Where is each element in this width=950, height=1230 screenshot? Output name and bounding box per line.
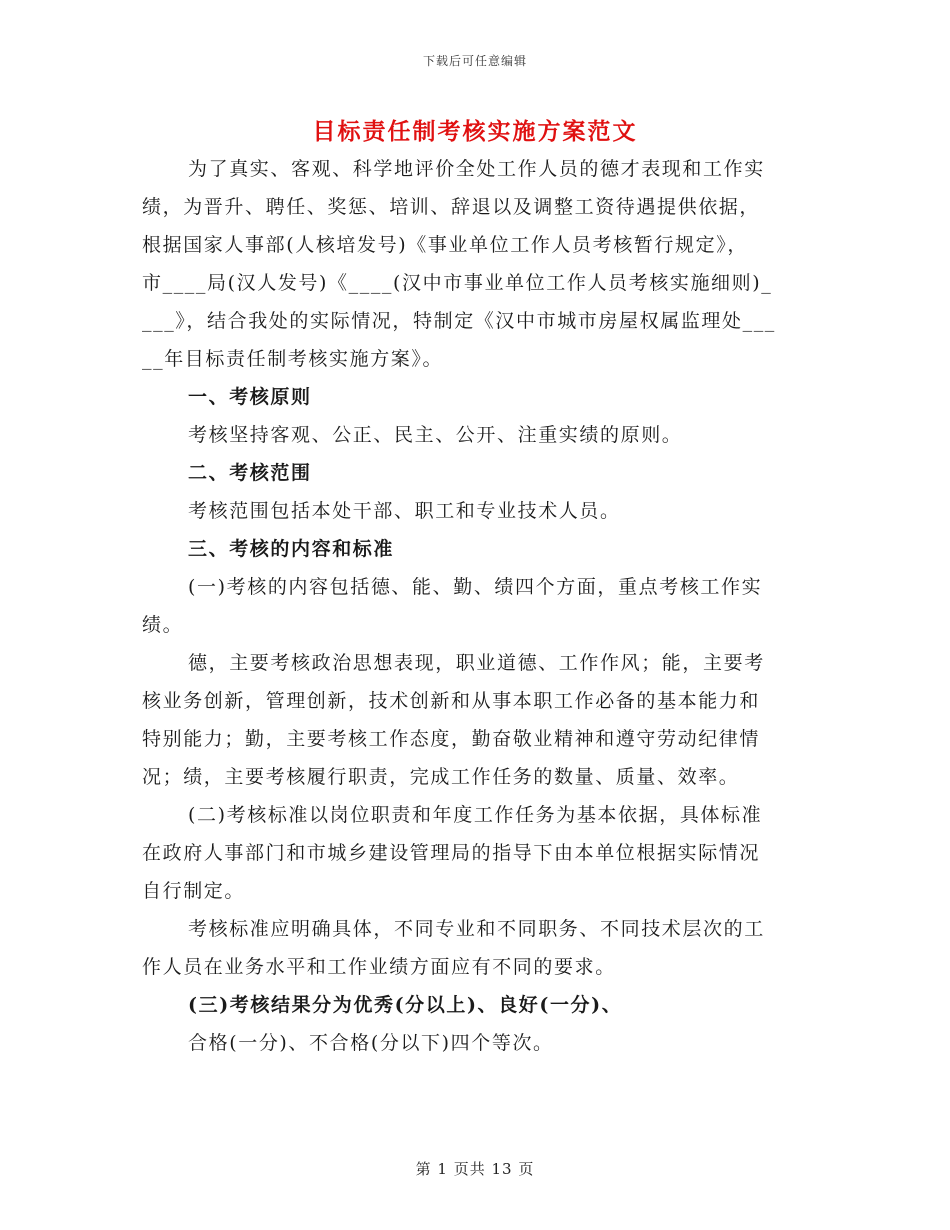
- paragraph-line: __年目标责任制考核实施方案》。: [142, 348, 444, 370]
- page-number: 第 1 页共 13 页: [415, 1160, 535, 1178]
- section-heading: 三、考核的内容和标准: [188, 538, 395, 560]
- section-heading: 二、考核范围: [188, 462, 312, 484]
- paragraph-line: 考核坚持客观、公正、民主、公开、注重实绩的原则。: [188, 424, 683, 446]
- paragraph-line: 合格(一分)、不合格(分以下)四个等次。: [188, 1032, 554, 1054]
- paragraph-line: 根据国家人事部(人核培发号)《事业单位工作人员考核暂行规定》，: [142, 234, 748, 256]
- paragraph-line: 德，主要考核政治思想表现，职业道德、工作作风；能，主要考: [188, 652, 765, 674]
- document-title: 目标责任制考核实施方案范文: [312, 118, 638, 145]
- paragraph-line: ___》，结合我处的实际情况，特制定《汉中市城市房屋权属监理处___: [142, 310, 776, 332]
- paragraph-line: (二)考核标准以岗位职责和年度工作任务为基本依据，具体标准: [188, 804, 763, 826]
- paragraph-line: 自行制定。: [142, 880, 246, 902]
- document-body: [142, 150, 802, 1062]
- paragraph-line: (一)考核的内容包括德、能、勤、绩四个方面，重点考核工作实: [188, 576, 763, 598]
- paragraph-line: 在政府人事部门和市城乡建设管理局的指导下由本单位根据实际情况: [142, 842, 761, 864]
- paragraph-line: 况；绩，主要考核履行职责，完成工作任务的数量、质量、效率。: [142, 766, 740, 788]
- header-note: 下载后可任意编辑: [422, 54, 527, 68]
- paragraph-line: 核业务创新，管理创新，技术创新和从事本职工作必备的基本能力和: [142, 690, 761, 712]
- paragraph-line: 绩。: [142, 614, 184, 636]
- paragraph-line: 特别能力；勤，主要考核工作态度，勤奋敬业精神和遵守劳动纪律情: [142, 728, 761, 750]
- section-heading: 一、考核原则: [188, 386, 312, 408]
- section-heading: (三)考核结果分为优秀(分以上)、良好(一分)、: [188, 994, 623, 1016]
- paragraph-line: 作人员在业务水平和工作业绩方面应有不同的要求。: [142, 956, 616, 978]
- paragraph-line: 市____局(汉人发号)《____(汉中市事业单位工作人员考核实施细则)_: [142, 272, 773, 294]
- paragraph-line: 考核范围包括本处干部、职工和专业技术人员。: [188, 500, 621, 522]
- paragraph-line: 绩，为晋升、聘任、奖惩、培训、辞退以及调整工资待遇提供依据，: [142, 196, 761, 218]
- paragraph-line: 考核标准应明确具体，不同专业和不同职务、不同技术层次的工: [188, 918, 765, 940]
- paragraph-line: 为了真实、客观、科学地评价全处工作人员的德才表现和工作实: [188, 158, 765, 180]
